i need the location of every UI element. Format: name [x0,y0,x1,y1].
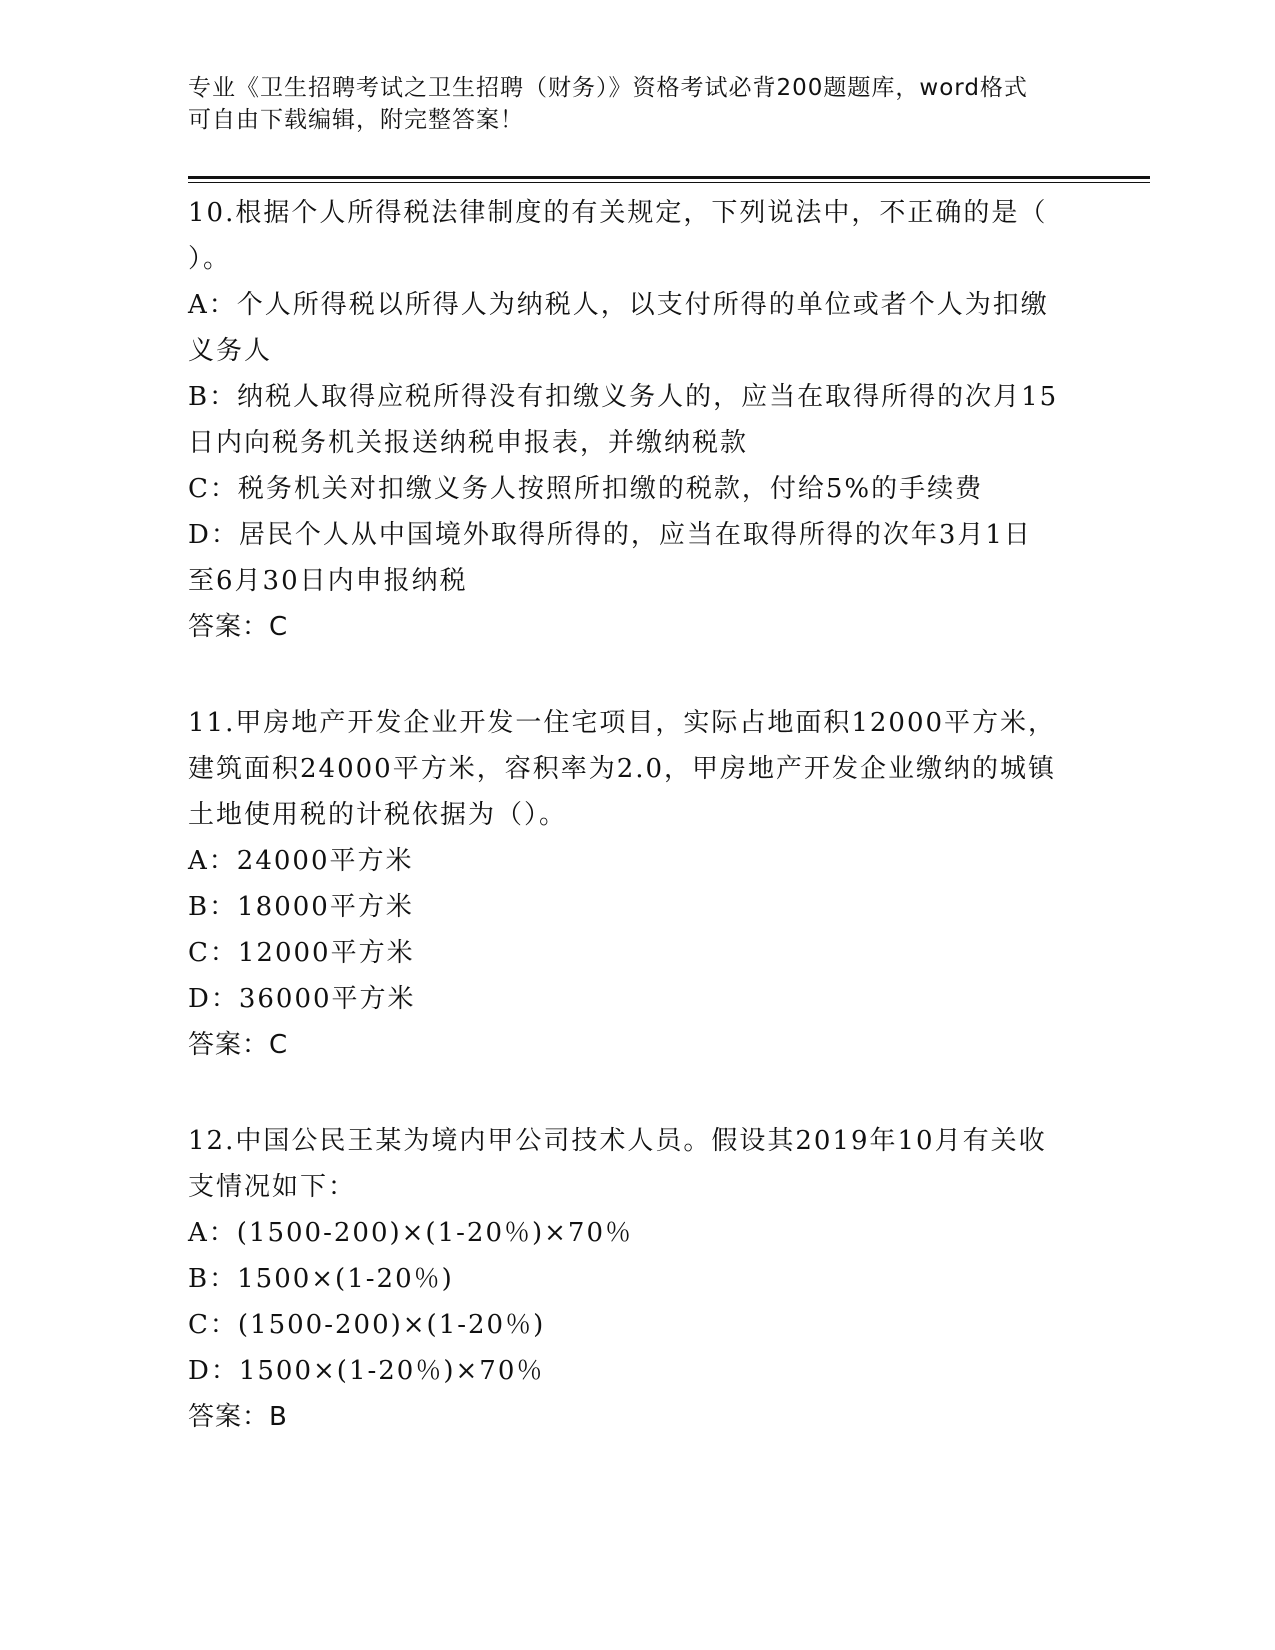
option-a-line: A：个人所得税以所得人为纳税人，以支付所得的单位或者个人为扣缴 [188,290,1049,320]
document-header [188,72,1068,136]
question-list [188,190,1088,1490]
question-stem-line: 11.甲房地产开发企业开发一住宅项目，实际占地面积12000平方米， [188,708,1057,738]
answer-label: 答案：C [188,1030,289,1060]
question-stem-line: ）。 [188,244,232,274]
question-stem-line: 12.中国公民王某为境内甲公司技术人员。假设其2019年10月有关收 [188,1126,1047,1156]
option-b-line: B：18000平方米 [188,892,414,922]
answer-label: 答案：B [188,1402,288,1432]
header-divider-thick [188,176,1150,179]
option-a-line: A：24000平方米 [188,846,414,876]
header-line-1: 专业《卫生招聘考试之卫生招聘（财务）》资格考试必背200题题库，word格式 [188,75,1028,101]
option-c-line: C：税务机关对扣缴义务人按照所扣缴的税款，付给5%的手续费 [188,474,984,504]
question-stem-line: 支情况如下： [188,1172,357,1202]
question-11 [188,700,1088,1068]
option-d-line: 至6月30日内申报纳税 [188,566,468,596]
option-d-line: D：居民个人从中国境外取得所得的，应当在取得所得的次年3月1日 [188,520,1032,550]
option-d-line: D：1500×(1-20％)×70％ [188,1356,545,1386]
question-stem-line: 建筑面积24000平方米，容积率为2.0，甲房地产开发企业缴纳的城镇 [188,754,1057,784]
question-stem-line: 土地使用税的计税依据为（）。 [188,800,568,830]
option-d-line: D：36000平方米 [188,984,416,1014]
header-divider-thin [188,182,1150,183]
option-c-line: C：12000平方米 [188,938,415,968]
option-c-line: C：(1500-200)×(1-20％) [188,1310,546,1340]
header-line-2: 可自由下载编辑，附完整答案！ [188,107,524,133]
option-a-line: 义务人 [188,336,273,366]
question-stem-line: 10.根据个人所得税法律制度的有关规定，下列说法中，不正确的是（ [188,198,1048,228]
option-a-line: A：(1500-200)×(1-20％)×70％ [188,1218,633,1248]
answer-label: 答案：C [188,612,289,642]
question-12 [188,1118,1088,1440]
question-10 [188,190,1088,650]
option-b-line: 日内向税务机关报送纳税申报表，并缴纳税款 [188,428,749,458]
option-b-line: B：纳税人取得应税所得没有扣缴义务人的，应当在取得所得的次月15 [188,382,1059,412]
option-b-line: B：1500×(1-20％) [188,1264,454,1294]
